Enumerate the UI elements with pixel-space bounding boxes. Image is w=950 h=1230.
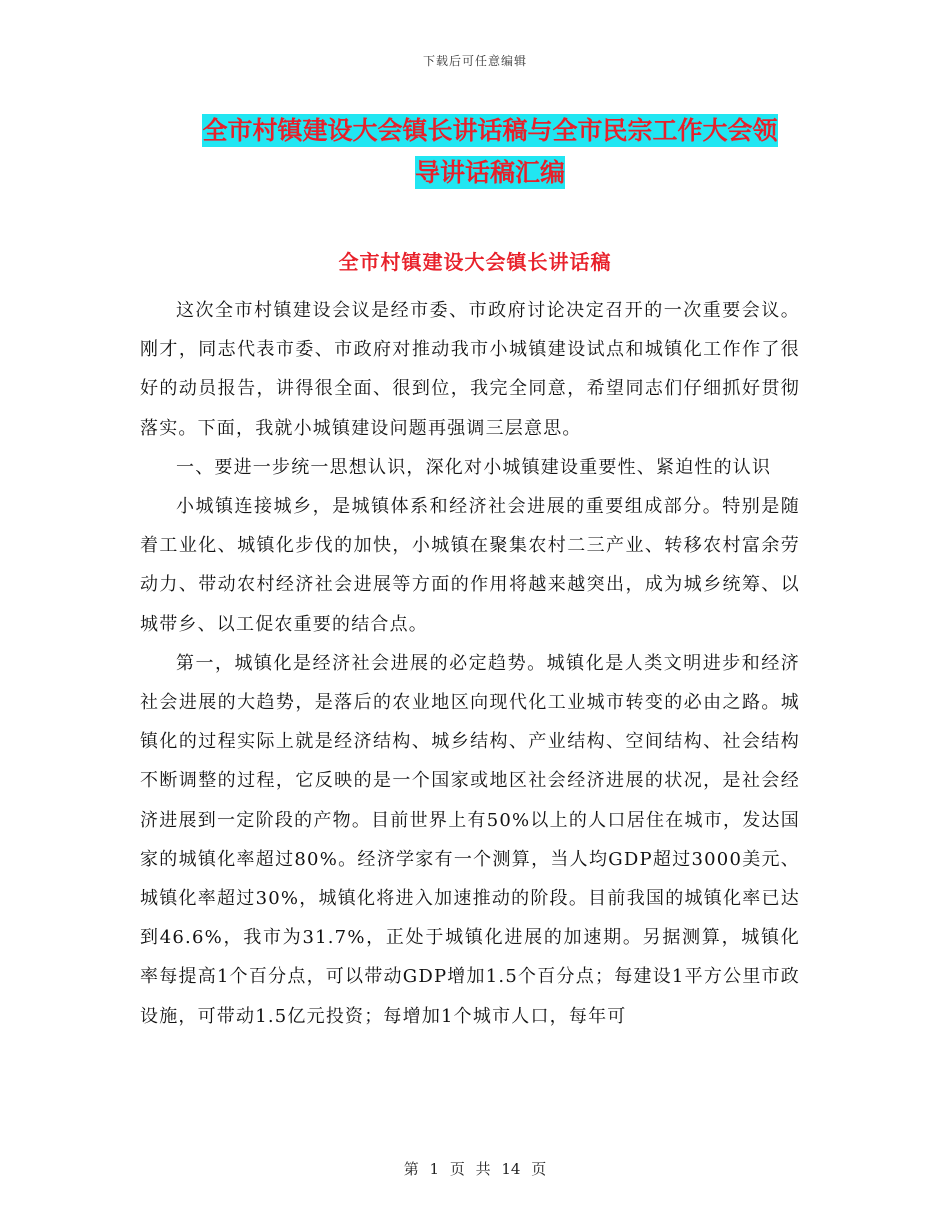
document-title <box>150 110 830 194</box>
paragraph-intro: 这次全市村镇建设会议是经市委、市政府讨论决定召开的一次重要会议。刚才，同志代表市委、市政府对推动我市小城镇建设试点和城镇化工作作了很好的动员报告，讲得很全面、很到位，我完全同意，希望同志们仔细抓好贯彻落实。下面，我就小城镇建设问题再强调三层意思。 <box>140 300 800 439</box>
page-number-footer: 第 1 页 共 14 页 <box>403 1160 547 1178</box>
document-title-line-1: 全市村镇建设大会镇长讲话稿与全市民宗工作大会领 <box>202 116 778 145</box>
section-title: 全市村镇建设大会镇长讲话稿 <box>338 250 612 274</box>
paragraph-small-towns: 小城镇连接城乡，是城镇体系和经济社会进展的重要组成部分。特别是随着工业化、城镇化步伐的加快，小城镇在聚集农村二三产业、转移农村富余劳动力、带动农村经济社会进展等方面的作用将越来越突出，成为城乡统筹、以城带乡、以工促农重要的结合点。 <box>140 496 800 635</box>
document-title-line-2: 导讲话稿汇编 <box>414 158 565 187</box>
document-body <box>140 291 800 1036</box>
paragraph-heading-one: 一、要进一步统一思想认识，深化对小城镇建设重要性、紧迫性的认识 <box>176 456 772 478</box>
page-header-note: 下载后可任意编辑 <box>422 54 527 68</box>
paragraph-urbanization-trend: 第一，城镇化是经济社会进展的必定趋势。城镇化是人类文明进步和经济社会进展的大趋势，是落后的农业地区向现代化工业城市转变的必由之路。城镇化的过程实际上就是经济结构、城乡结构、产业结构、空间结构、社会结构不断调整的过程，它反映的是一个国家或地区社会经济进展的状况，是社会经济进展到一定阶段的产物。目前世界上有50%以上的人口居住在城市，发达国家的城镇化率超过80%。经济学家有一个测算，当人均GDP超过3000美元、城镇化率超过30%，城镇化将进入加速推动的阶段。目前我国的城镇化率已达到46.6%，我市为31.7%，正处于城镇化进展的加速期。另据测算，城镇化率每提高1个百分点，可以带动GDP增加1.5个百分点；每建设1平方公里市政设施，可带动1.5亿元投资；每增加1个城市人口，每年可 <box>140 652 800 1027</box>
